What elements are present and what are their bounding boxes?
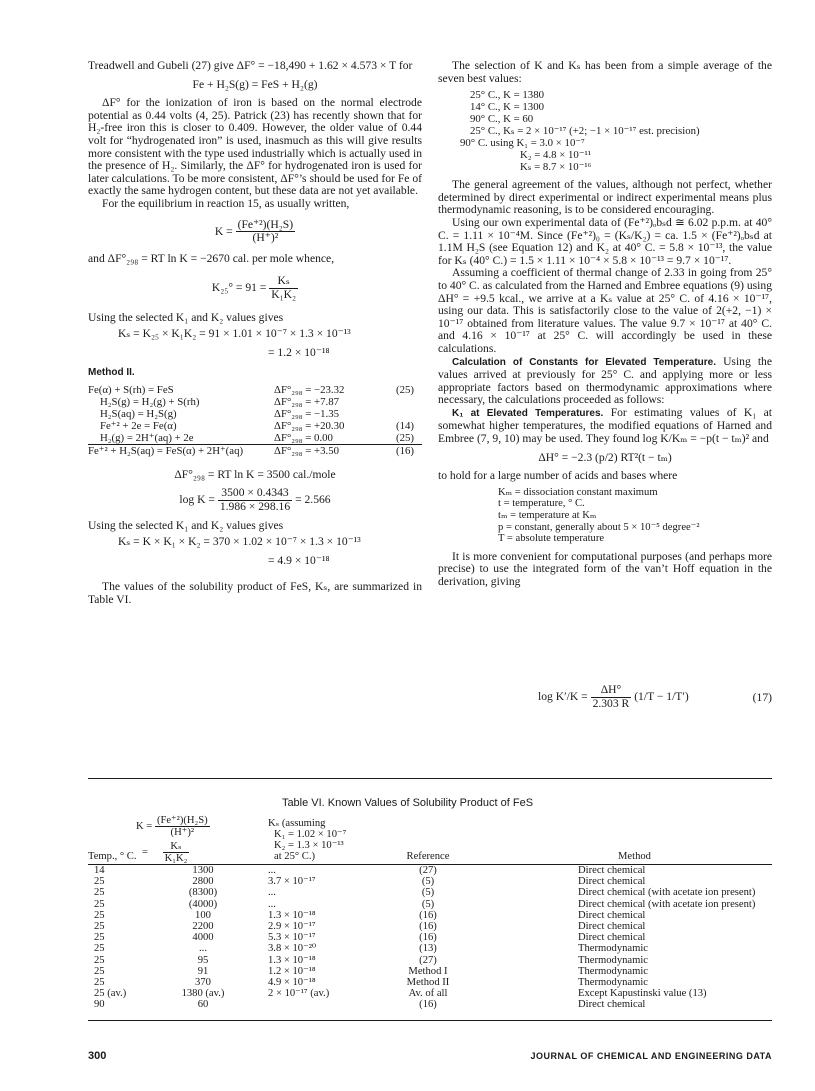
glossary-item: tₘ = temperature at Kₘ — [498, 510, 597, 522]
equation-dh: ΔH° = −2.3 (p/2) RT²(t − tₘ) — [538, 450, 672, 464]
table-row — [88, 887, 772, 898]
cell-spacer — [488, 932, 578, 943]
paragraph: Treadwell and Gubeli (27) give ΔF° = −18,490 + 1.62 × 4.573 × T for — [88, 59, 413, 72]
reaction-equation: Fe⁺² + 2e = Fe(α) — [100, 419, 177, 432]
cell-ks: 5.3 × 10⁻¹⁷ — [268, 932, 316, 944]
cell-method: Except Kapustinski value (13) — [578, 988, 707, 1000]
table-row — [88, 955, 772, 966]
equation-k — [88, 219, 422, 245]
reaction-row — [88, 432, 422, 444]
cell-temp: 25 — [94, 876, 105, 888]
cell-k: 91 — [197, 965, 209, 977]
cell-spacer — [488, 988, 578, 999]
glossary — [438, 487, 772, 545]
equation-17 — [438, 684, 772, 714]
cell-ks: 2.9 × 10⁻¹⁷ — [268, 921, 316, 933]
paragraph — [438, 407, 772, 446]
col-header-temp: Temp., ° C. — [88, 850, 137, 862]
eq-line: Kₛ = K₂₅ × K₁K₂ = 91 × 1.01 × 10⁻⁷ × 1.3 × 10⁻¹³ — [118, 327, 351, 341]
k-value: 25° C., Kₛ = 2 × 10⁻¹⁷ (+2; −1 × 10⁻¹⁷ est. precision) — [470, 125, 700, 138]
cell-ks: 1.3 × 10⁻¹⁸ — [268, 954, 316, 966]
cell-k: 95 — [197, 954, 209, 966]
denominator: 1.986 × 298.16 — [219, 500, 291, 514]
table-row — [88, 966, 772, 977]
cell-reference: (16) — [419, 932, 437, 944]
cell-method: Direct chemical — [578, 909, 646, 921]
reaction-row — [88, 408, 422, 420]
table-row — [88, 876, 772, 887]
ks-header-line: Kₛ (assuming — [268, 818, 326, 829]
cell-spacer — [488, 977, 578, 988]
eq-lhs: K₂₅° = 91 = — [211, 281, 267, 295]
table-rule-bottom — [88, 1020, 772, 1021]
cell-method: Direct chemical (with acetate ion present) — [578, 898, 756, 910]
cell-ks — [238, 999, 368, 1010]
reaction-reference: (25) — [396, 383, 414, 396]
table-row — [88, 977, 772, 988]
k-values-list — [438, 89, 772, 173]
cell-method: Thermodynamic — [578, 943, 649, 955]
fraction — [218, 487, 292, 513]
k-value: K₂ = 4.8 × 10⁻¹¹ — [520, 149, 592, 162]
reaction-equation: Fe(α) + S(rh) = FeS — [88, 383, 174, 396]
table-row — [88, 943, 772, 954]
cell-spacer — [488, 943, 578, 954]
cell-temp: 25 — [94, 977, 105, 989]
table-vi — [88, 815, 772, 1011]
cell-spacer — [488, 876, 578, 887]
cell-spacer — [488, 921, 578, 932]
cell-method: Thermodynamic — [578, 977, 649, 989]
cell-method: Direct chemical — [578, 865, 646, 876]
cell-reference: Method I — [408, 965, 448, 977]
cell-temp: 25 — [94, 887, 105, 899]
reaction-reference — [374, 408, 414, 420]
eq-lhs: K = — [214, 224, 233, 238]
cell-reference: (5) — [421, 876, 435, 888]
paragraph-text: For estimating values of K₁ at somewhat higher temperatures, the modified equations of Harned and Embree (7, 9, 10) may be used. They found log K/Kₘ = −p(t − tₘ)² and — [438, 405, 772, 446]
reaction-set — [88, 384, 422, 457]
cell-spacer — [488, 865, 578, 876]
paragraph: The values of the solubility product of FeS, Kₛ, are summarized in Table VI. — [88, 580, 422, 607]
equation-k25 — [88, 275, 422, 301]
reaction-delta-f: ΔF°₂₉₈ = −23.32 — [274, 383, 345, 396]
numerator: ΔH° — [591, 684, 632, 698]
journal-name: JOURNAL OF CHEMICAL AND ENGINEERING DATA — [530, 1051, 772, 1061]
fraction — [155, 815, 210, 838]
equation-log — [88, 487, 422, 513]
k-value: 90° C. using K₁ = 3.0 × 10⁻⁷ — [460, 137, 585, 150]
denominator: 2.303 R — [592, 696, 630, 710]
paragraph: Using the selected K₁ and K₂ values gives — [88, 518, 284, 532]
paragraph: Using the selected K₁ and K₂ values gives — [88, 310, 284, 324]
table-row — [88, 999, 772, 1010]
reaction-delta-f: ΔF°₂₉₈ = −1.35 — [274, 407, 340, 420]
cell-k: 1380 (av.) — [181, 988, 225, 1000]
k-value: Kₛ = 8.7 × 10⁻¹⁶ — [520, 161, 592, 174]
cell-reference: (13) — [419, 943, 437, 955]
equation-ks2 — [88, 536, 422, 567]
table-row — [88, 932, 772, 943]
cell-temp: 25 — [94, 965, 105, 977]
cell-method: Thermodynamic — [578, 965, 649, 977]
reaction-reference: (14) — [396, 419, 414, 432]
cell-temp: 25 — [94, 921, 105, 933]
fraction — [236, 219, 296, 245]
cell-method: Direct chemical (with acetate ion present) — [578, 887, 756, 899]
reaction-equation: H₂S(g) = H₂(g) + S(rh) — [100, 395, 200, 408]
cell-k: 2800 — [192, 876, 214, 888]
cell-method: Direct chemical — [578, 999, 646, 1011]
cell-temp: 14 — [94, 865, 105, 876]
cell-reference: (5) — [421, 898, 435, 910]
table-header — [88, 815, 772, 864]
eq-line: Kₛ = K × K₁ × K₂ = 370 × 1.02 × 10⁻⁷ × 1.3 × 10⁻¹³ — [118, 535, 361, 549]
cell-k: 4000 — [192, 932, 214, 944]
cell-k: 2200 — [192, 921, 214, 933]
glossary-item: Kₘ = dissociation constant maximum — [498, 486, 658, 498]
cell-method: Direct chemical — [578, 876, 646, 888]
paragraph: and ΔF°₂₉₈ = RT ln K = −2670 cal. per mole whence, — [88, 251, 335, 265]
paragraph: For the equilibrium in reaction 15, as usually written, — [102, 196, 350, 210]
paragraph: to hold for a large number of acids and bases where — [438, 469, 678, 483]
cell-reference: (16) — [419, 999, 437, 1011]
reaction-reference — [374, 396, 414, 408]
cell-k: (4000) — [188, 898, 218, 910]
cell-temp: 90 — [94, 999, 105, 1011]
reaction-delta-f: ΔF°₂₉₈ = +3.50 — [274, 444, 340, 457]
glossary-item: t = temperature, ° C. — [498, 498, 585, 510]
numerator: Kₛ — [163, 841, 190, 853]
numerator: 3500 × 0.4343 — [218, 487, 292, 501]
cell-ks: 4.9 × 10⁻¹⁸ — [268, 977, 316, 989]
table-row — [88, 921, 772, 932]
k-value: 25° C., K = 1380 — [470, 89, 544, 102]
right-column — [438, 60, 772, 589]
cell-k: 1300 — [192, 865, 214, 876]
cell-spacer — [488, 999, 578, 1010]
reaction-sum — [88, 444, 422, 457]
eq-line: = 4.9 × 10⁻¹⁸ — [268, 553, 330, 567]
left-column — [88, 60, 422, 607]
method-heading: Method II. — [88, 367, 135, 379]
glossary-item: p = constant, generally about 5 × 10⁻⁵ degree⁻² — [498, 521, 700, 533]
cell-temp: 25 — [94, 932, 105, 944]
cell-ks: 1.3 × 10⁻¹⁸ — [268, 909, 316, 921]
cell-reference: Av. of all — [408, 988, 448, 1000]
eq-rhs: = 2.566 — [295, 493, 331, 507]
paragraph: Assuming a coefficient of thermal change of 2.33 in going from 25° to 40° C. as calculated from the Harned and Embree equations (9) using ΔH° = +9.5 kcal., we arrive at a Kₛ value at 25° C. of 4.16 × 10⁻¹⁷, using our data. This is satisfactorily close to the value of 2(+2, −1) × 10⁻¹⁷ obtained from literature values. The value 9.7 × 10⁻¹⁷ at 40° C. and 4.16 × 10⁻¹⁷ at 25° C. will accordingly be used in these calculations. — [438, 266, 772, 355]
table-row — [88, 910, 772, 921]
cell-reference: (5) — [421, 887, 435, 899]
paragraph: The selection of K and Kₛ has been from a simple average of the seven best values: — [438, 59, 772, 85]
cell-k: 370 — [195, 977, 211, 989]
cell-temp: 25 — [94, 898, 105, 910]
reaction-row — [88, 420, 422, 432]
paragraph — [438, 356, 772, 407]
section-heading: Calculation of Constants for Elevated Temperature. — [452, 356, 716, 368]
glossary-item: T = absolute temperature — [498, 533, 605, 545]
cell-spacer — [488, 910, 578, 921]
ks-header-line: K₂ = 1.3 × 10⁻¹³ — [274, 840, 344, 851]
cell-temp: 25 — [94, 909, 105, 921]
cell-temp: 25 — [94, 943, 105, 955]
cell-method: Thermodynamic — [578, 954, 649, 966]
fraction — [591, 684, 632, 710]
paragraph-text: Using the values arrived at previously for 25° C. and applying more or less appropriate factors based on thermodynamic approximations where necessary, the calculations proceeded as follows: — [438, 354, 772, 407]
fraction — [163, 841, 190, 864]
table-body — [88, 865, 772, 1011]
cell-method: Direct chemical — [578, 921, 646, 933]
section-heading: K₁ at Elevated Temperatures. — [452, 407, 604, 419]
equation-df: ΔF°₂₉₈ = RT ln K = 3500 cal./mole — [174, 467, 336, 481]
table-title: Table VI. Known Values of Solubility Product of FeS — [281, 797, 534, 809]
table-row — [88, 988, 772, 999]
cell-ks: 1.2 × 10⁻¹⁸ — [268, 965, 316, 977]
cell-ks: 3.8 × 10⁻²⁰ — [268, 943, 317, 955]
cell-ks: ... — [268, 898, 276, 910]
cell-reference: (16) — [419, 909, 437, 921]
denominator: K₁K₂ — [271, 287, 297, 301]
cell-reference: (16) — [419, 921, 437, 933]
k-value: 14° C., K = 1300 — [470, 101, 544, 114]
equation: Fe + H₂S(g) = FeS + H₂(g) — [192, 77, 318, 91]
equation-number: (17) — [752, 691, 772, 704]
paragraph: ΔF° for the ionization of iron is based on the normal electrode potential as 0.44 volts (4, 25). Patrick (23) has recently shown that for H₂-free iron this is closer to 0.409. However, the older value of 0.44 volt for “hydrogenated iron” is used, inasmuch as this will give results more consistent with the type used industrially which is actually used in the presence of H₂. Similarly, the ΔF° for hydrogenated iron is used for later calculations. To be more consistent, ΔF°’s should be used for Fe of exactly the same hydrogen content, but these data are not yet available. — [88, 96, 422, 198]
reaction-reference: (16) — [396, 444, 414, 457]
cell-reference: Method II — [406, 977, 450, 989]
ks-header-line: at 25° C.) — [274, 851, 316, 862]
reaction-delta-f: ΔF°₂₉₈ = +20.30 — [274, 419, 345, 432]
col-header-method: Method — [618, 850, 651, 862]
table-row — [88, 865, 772, 876]
cell-k: 100 — [195, 909, 211, 921]
cell-ks: ... — [268, 887, 276, 899]
cell-k: ... — [199, 943, 207, 955]
cell-ks: 2 × 10⁻¹⁷ (av.) — [268, 988, 330, 1000]
cell-temp: 25 (av.) — [94, 988, 127, 1000]
k-equals: = — [142, 846, 148, 858]
reaction-equation: Fe⁺² + H₂S(aq) = FeS(α) + 2H⁺(aq) — [88, 444, 244, 457]
cell-spacer — [488, 966, 578, 977]
cell-spacer — [488, 887, 578, 898]
numerator: (Fe⁺²)(H₂S) — [237, 217, 294, 231]
cell-k: (8300) — [188, 887, 218, 899]
numerator: (Fe⁺²)(H₂S) — [156, 815, 208, 827]
reaction-row — [88, 384, 422, 396]
reaction-row — [88, 396, 422, 408]
numerator: Kₛ — [269, 275, 298, 289]
cell-spacer — [488, 955, 578, 966]
table-rule-top — [88, 778, 772, 779]
fraction — [269, 275, 298, 301]
denominator: (H⁺)² — [170, 827, 195, 839]
cell-ks: ... — [268, 865, 276, 876]
eq-lhs: log K = — [179, 493, 215, 507]
paragraph: It is more convenient for computational purposes (and perhaps more precise) to use the integrated form of the van’t Hoff equation in the derivation, giving — [438, 549, 772, 588]
ks-header-line: K₁ = 1.02 × 10⁻⁷ — [274, 829, 347, 840]
cell-temp: 25 — [94, 954, 105, 966]
cell-ks: 3.7 × 10⁻¹⁷ — [268, 876, 316, 888]
reaction-reference: (25) — [396, 431, 414, 444]
equation-ks1 — [88, 328, 422, 359]
cell-reference: (27) — [419, 954, 437, 966]
k-definition — [136, 815, 276, 864]
reaction-delta-f: ΔF°₂₉₈ = 0.00 — [274, 431, 333, 444]
col-header-reference: Reference — [406, 850, 450, 862]
paragraph: Using our own experimental data of (Fe⁺²)ₒbₛd ≅ 6.02 p.p.m. at 40° C. = 1.11 × 10⁻⁴M. Since (Fe⁺²)₀ = (Kₛ/K₂) = ca. 1.5 × (Fe⁺²)ₒbₛd at 1.1M H₂S (see Equation 12) and K₂ at 40° C. = 5.8 × 10⁻¹³, the value for Kₛ (40° C.) = 1.5 × 1.11 × 10⁻⁴ × 5.8 × 10⁻¹³ = 9.7 × 10⁻¹⁷. — [438, 215, 772, 267]
eq-line: = 1.2 × 10⁻¹⁸ — [268, 345, 330, 359]
cell-reference: (27) — [419, 865, 437, 876]
paragraph: The general agreement of the values, although not perfect, whether determined by direct experimental or indirect experimental means plus thermodynamic reasoning, is to be considered encouraging. — [438, 178, 772, 217]
k-value: 90° C., K = 60 — [470, 113, 534, 126]
reaction-delta-f: ΔF°₂₉₈ = +7.87 — [274, 395, 340, 408]
table-row — [88, 899, 772, 910]
cell-spacer — [488, 899, 578, 910]
page-number: 300 — [88, 1050, 107, 1062]
denominator: (H⁺)² — [252, 231, 279, 245]
reaction-equation: H₂S(aq) = H₂S(g) — [100, 407, 177, 420]
cell-method: Direct chemical — [578, 932, 646, 944]
denominator: K₁K₂ — [164, 852, 188, 864]
cell-k: 60 — [197, 999, 209, 1011]
eq-rhs: (1/T − 1/T′) — [634, 689, 689, 703]
eq-lhs: log K′/K = — [538, 689, 588, 703]
k-lhs: K = — [136, 821, 153, 833]
reaction-equation: H₂(g) = 2H⁺(aq) + 2e — [100, 431, 194, 444]
